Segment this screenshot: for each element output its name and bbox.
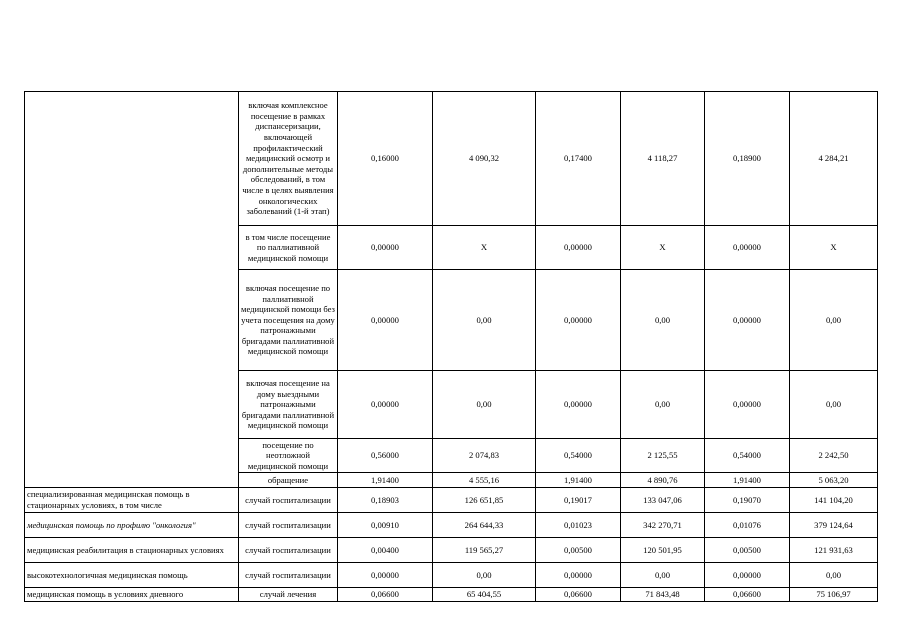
row-label: высокотехнологичная медицинская помощь	[25, 563, 239, 588]
value-cell: 2 242,50	[790, 439, 878, 473]
value-cell: 0,00000	[338, 270, 433, 371]
value-cell: 2 074,83	[433, 439, 536, 473]
unit-cell: включая посещение по паллиативной медицинской помощи без учета посещения на дому патронажными бригадами паллиативной медицинской помощи	[239, 270, 338, 371]
value-cell: 0,00000	[705, 371, 790, 439]
value-cell: X	[621, 226, 705, 270]
value-cell: 4 284,21	[790, 92, 878, 226]
value-cell: 0,01023	[536, 513, 621, 538]
value-cell: 0,00	[433, 563, 536, 588]
unit-cell: случай госпитализации	[239, 513, 338, 538]
value-cell: 0,00000	[536, 270, 621, 371]
value-cell: 0,00	[790, 270, 878, 371]
data-table	[24, 91, 878, 602]
value-cell: 0,06600	[338, 588, 433, 602]
value-cell: 121 931,63	[790, 538, 878, 563]
value-cell: 133 047,06	[621, 488, 705, 513]
row-label: медицинская реабилитация в стационарных условиях	[25, 538, 239, 563]
value-cell: 0,00	[433, 270, 536, 371]
value-cell: 0,00910	[338, 513, 433, 538]
value-cell: 0,56000	[338, 439, 433, 473]
table-row	[25, 513, 878, 538]
unit-cell: обращение	[239, 473, 338, 488]
table-row	[25, 588, 878, 602]
value-cell: 0,18903	[338, 488, 433, 513]
value-cell: 0,00000	[536, 563, 621, 588]
value-cell: 0,00	[433, 371, 536, 439]
value-cell: 0,00500	[705, 538, 790, 563]
value-cell: 141 104,20	[790, 488, 878, 513]
value-cell: 379 124,64	[790, 513, 878, 538]
value-cell: 0,54000	[536, 439, 621, 473]
value-cell: 0,00	[621, 371, 705, 439]
value-cell: 0,19070	[705, 488, 790, 513]
value-cell: 0,18900	[705, 92, 790, 226]
unit-cell: случай госпитализации	[239, 488, 338, 513]
unit-cell: посещение по неотложной медицинской помощи	[239, 439, 338, 473]
value-cell: 1,91400	[338, 473, 433, 488]
value-cell: 0,00500	[536, 538, 621, 563]
unit-cell: случай госпитализации	[239, 538, 338, 563]
value-cell: 0,00	[621, 563, 705, 588]
row-label: медицинская помощь в условиях дневного	[25, 588, 239, 602]
value-cell: 0,00	[621, 270, 705, 371]
value-cell: X	[790, 226, 878, 270]
value-cell: 0,00000	[338, 563, 433, 588]
value-cell: 4 890,76	[621, 473, 705, 488]
value-cell: 119 565,27	[433, 538, 536, 563]
value-cell: 0,00	[790, 371, 878, 439]
value-cell: X	[433, 226, 536, 270]
row-label: специализированная медицинская помощь в стационарных условиях, в том числе	[25, 488, 239, 513]
value-cell: 0,17400	[536, 92, 621, 226]
value-cell: 0,06600	[536, 588, 621, 602]
value-cell: 264 644,33	[433, 513, 536, 538]
table-row	[25, 92, 878, 226]
value-cell: 0,01076	[705, 513, 790, 538]
value-cell: 0,19017	[536, 488, 621, 513]
unit-cell: в том числе посещение по паллиативной медицинской помощи	[239, 226, 338, 270]
value-cell: 4 555,16	[433, 473, 536, 488]
value-cell: 65 404,55	[433, 588, 536, 602]
unit-cell: случай госпитализации	[239, 563, 338, 588]
value-cell: 126 651,85	[433, 488, 536, 513]
value-cell: 0,16000	[338, 92, 433, 226]
row-label-merged	[25, 92, 239, 488]
value-cell: 0,00000	[705, 563, 790, 588]
value-cell: 0,00000	[705, 270, 790, 371]
value-cell: 120 501,95	[621, 538, 705, 563]
value-cell: 2 125,55	[621, 439, 705, 473]
value-cell: 0,00000	[536, 226, 621, 270]
value-cell: 0,06600	[705, 588, 790, 602]
value-cell: 0,00000	[338, 226, 433, 270]
value-cell: 1,91400	[536, 473, 621, 488]
unit-cell: включая комплексное посещение в рамках диспансеризации, включающей профилактический медицинский осмотр и дополнительные методы обследований, в том числе в целях выявления онкологических заболеваний (1-й этап)	[239, 92, 338, 226]
value-cell: 4 118,27	[621, 92, 705, 226]
unit-cell: включая посещение на дому выездными патронажными бригадами паллиативной медицинской помощи	[239, 371, 338, 439]
row-label: медицинская помощь по профилю "онкология"	[25, 513, 239, 538]
value-cell: 1,91400	[705, 473, 790, 488]
table-row	[25, 538, 878, 563]
value-cell: 0,54000	[705, 439, 790, 473]
value-cell: 342 270,71	[621, 513, 705, 538]
value-cell: 5 063,20	[790, 473, 878, 488]
value-cell: 0,00	[790, 563, 878, 588]
unit-cell: случай лечения	[239, 588, 338, 602]
value-cell: 0,00000	[705, 226, 790, 270]
value-cell: 75 106,97	[790, 588, 878, 602]
table-row	[25, 563, 878, 588]
value-cell: 71 843,48	[621, 588, 705, 602]
table-row	[25, 488, 878, 513]
value-cell: 0,00000	[338, 371, 433, 439]
value-cell: 0,00400	[338, 538, 433, 563]
value-cell: 4 090,32	[433, 92, 536, 226]
value-cell: 0,00000	[536, 371, 621, 439]
